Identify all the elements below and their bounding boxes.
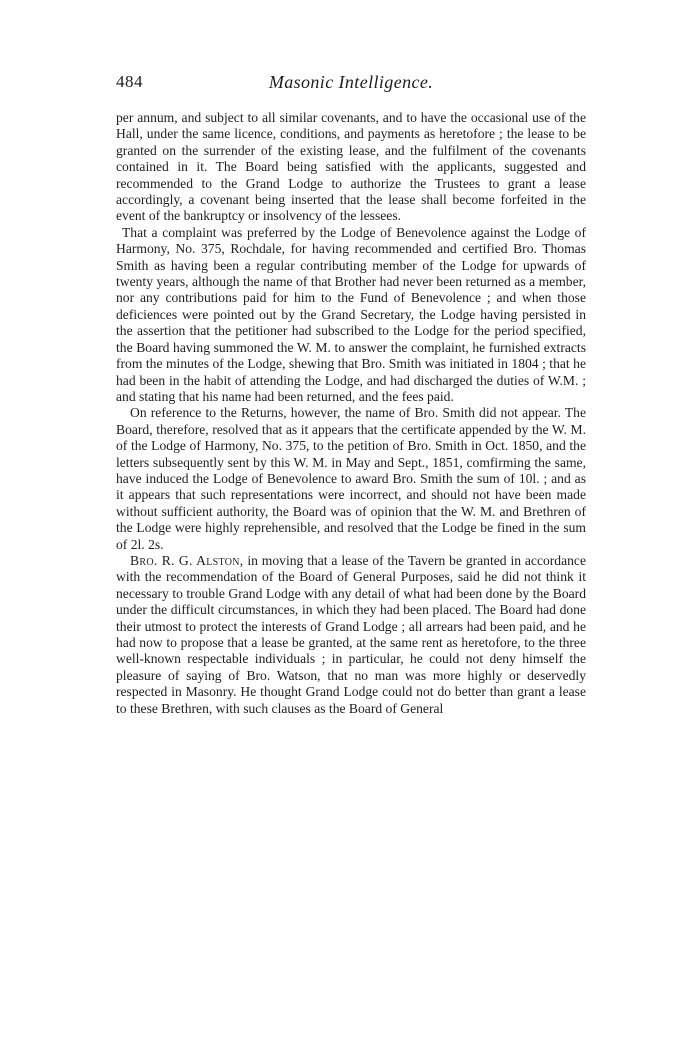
running-head [116, 72, 586, 96]
book-page [116, 72, 586, 717]
paragraph-alston-text: in moving that a lease of the Tavern be granted in accordance with the recommendation of the Board of General Purposes, said he did not think it necessary to trouble Grand Lodge with any detail of what had been done by the Board under the difficult circumstances, in which they had been placed. The Board had done their utmost to protect the interests of Grand Lodge ; all arrears had been paid, and he had now to propose that a lease be granted, at the same rent as heretofore, to the three well-known respectable individuals ; in particular, he could not deny himself the pleasure of saying of Bro. Watson, that no man was more highly or deservedly respected in Masonry. He thought Grand Lodge could not do better than grant a lease to these Brethren, with such clauses as the Board of General [116, 552, 586, 716]
paragraph-complaint: That a complaint was preferred by the Lodge of Benevolence against the Lodge of Harmony, No. 375, Rochdale, for having recommended and certified Bro. Thomas Smith as having been a regular contributing member of the Lodge for upwards of twenty years, although the name of that Brother had never been returned as a member, nor any contributions paid for him to the Fund of Benevolence ; and when those deficiences were pointed out by the Grand Secretary, the Lodge having persisted in the assertion that the petitioner had subscribed to the Lodge for the period specified, the Board having summoned the W. M. to answer the complaint, he furnished extracts from the minutes of the Lodge, shewing that Bro. Smith was initiated in 1804 ; that he had been in the habit of attending the Lodge, and had discharged the duties of W.M. ; and stating that his name had been returned, and the fees paid. [116, 224, 586, 404]
page-number: 484 [116, 72, 143, 91]
paragraph-alston-motion [116, 553, 586, 717]
running-title: Masonic Intelligence. [268, 72, 434, 92]
paragraph-board-resolution: On reference to the Returns, however, the name of Bro. Smith did not appear. The Board, therefore, resolved that as it appears that the certificate appended by the W. M. of the Lodge of Harmony, No. 375, to the petition of Bro. Smith in Oct. 1850, and the letters subsequently sent by this W. M. in May and Sept., 1851, comfirming the same, have induced the Lodge of Benevolence to award Bro. Smith the sum of 10l. ; and as it appears that such representations were incorrect, and should not have been made without sufficient authority, the Board was of opinion that the W. M. and Brethren of the Lodge were highly reprehensible, and resolved that the Lodge be fined in the sum of 2l. 2s. [116, 405, 586, 552]
paragraph-lease-terms: per annum, and subject to all similar covenants, and to have the occasional use of the Hall, under the same licence, conditions, and payments as heretofore ; the lease to be granted on the surrender of the existing lease, and the fulfilment of the covenants contained in it. The Board being satisfied with the applicants, suggested and recommended to the Grand Lodge to authorize the Trustees to grant a lease accordingly, a covenant being inserted that the lease shall become forfeited in the event of the bankruptcy or insolvency of the lessees. [116, 110, 586, 224]
speaker-name: Bro. R. G. Alston, [130, 552, 244, 568]
